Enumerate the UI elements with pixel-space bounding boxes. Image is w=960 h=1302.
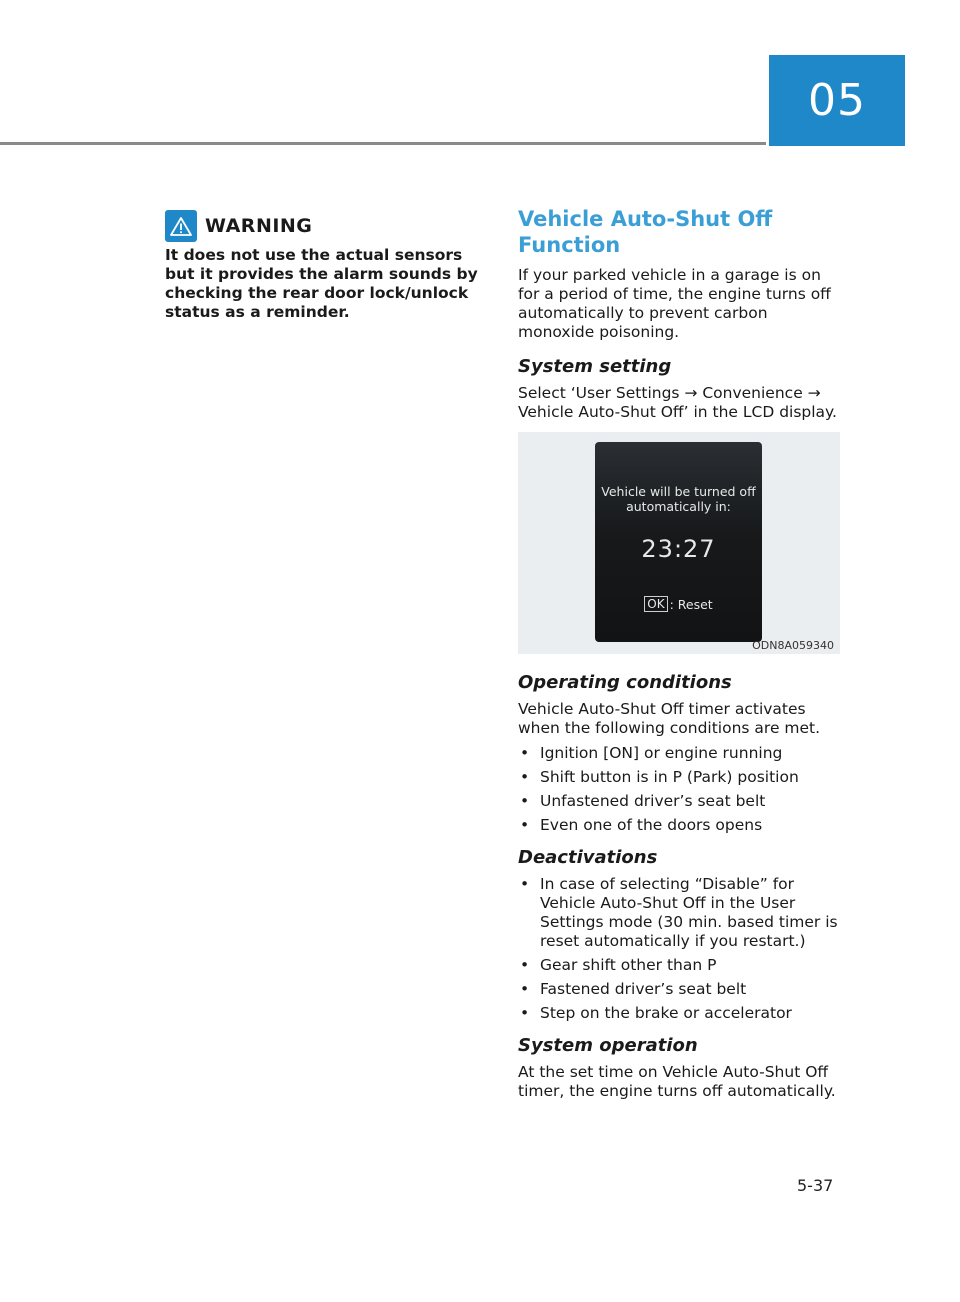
list-item: • In case of selecting “Disable” for Vehicle Auto-Shut Off in the User Settings mode (30 min. based timer is reset automatically if you restart.) xyxy=(518,875,844,951)
warning-title: WARNING xyxy=(205,215,313,237)
section-title: Vehicle Auto-Shut Off Function xyxy=(518,207,773,257)
warning-box xyxy=(165,210,485,322)
list-item: • Fastened driver’s seat belt xyxy=(518,980,844,999)
lcd-timer: 23:27 xyxy=(641,535,716,563)
lcd-screen xyxy=(595,442,762,642)
ok-key: OK xyxy=(644,596,667,612)
operating-conditions-text: Vehicle Auto-Shut Off timer activates when the following conditions are met. xyxy=(518,700,821,737)
reset-label: : Reset xyxy=(669,596,713,612)
system-setting-text: Select ‘User Settings → Convenience → Vehicle Auto-Shut Off’ in the LCD display. xyxy=(518,384,837,421)
chapter-tab xyxy=(769,55,905,146)
list-item: • Even one of the doors opens xyxy=(518,816,844,835)
system-operation-text: At the set time on Vehicle Auto-Shut Off timer, the engine turns off automatically. xyxy=(518,1063,836,1100)
lcd-message: Vehicle will be turned off automatically in: xyxy=(601,484,756,514)
operating-conditions-heading: Operating conditions xyxy=(518,672,732,693)
operating-conditions-list xyxy=(518,744,844,835)
page-number: 5-37 xyxy=(797,1176,834,1195)
right-column xyxy=(518,206,844,1115)
warning-triangle-icon xyxy=(165,210,197,242)
list-item: • Step on the brake or accelerator xyxy=(518,1004,844,1023)
deactivations-list xyxy=(518,875,844,1023)
section-intro: If your parked vehicle in a garage is on for a period of time, the engine turns off automatically to prevent carbon monoxide poisoning. xyxy=(518,266,831,341)
deactivations-heading: Deactivations xyxy=(518,847,658,868)
warning-header xyxy=(165,210,485,242)
list-item: • Unfastened driver’s seat belt xyxy=(518,792,844,811)
system-setting-heading: System setting xyxy=(518,356,672,377)
lcd-reset-hint xyxy=(595,596,762,612)
list-item: • Ignition [ON] or engine running xyxy=(518,744,844,763)
list-item: • Shift button is in P (Park) position xyxy=(518,768,844,787)
warning-text: It does not use the actual sensors but it provides the alarm sounds by checking the rear door lock/unlock status as a reminder. xyxy=(165,246,478,321)
header-rule xyxy=(0,142,766,145)
figure-code: ODN8A059340 xyxy=(752,639,834,652)
chapter-number: 05 xyxy=(808,75,866,126)
system-operation-heading: System operation xyxy=(518,1035,698,1056)
lcd-figure xyxy=(518,432,840,654)
list-item: • Gear shift other than P xyxy=(518,956,844,975)
